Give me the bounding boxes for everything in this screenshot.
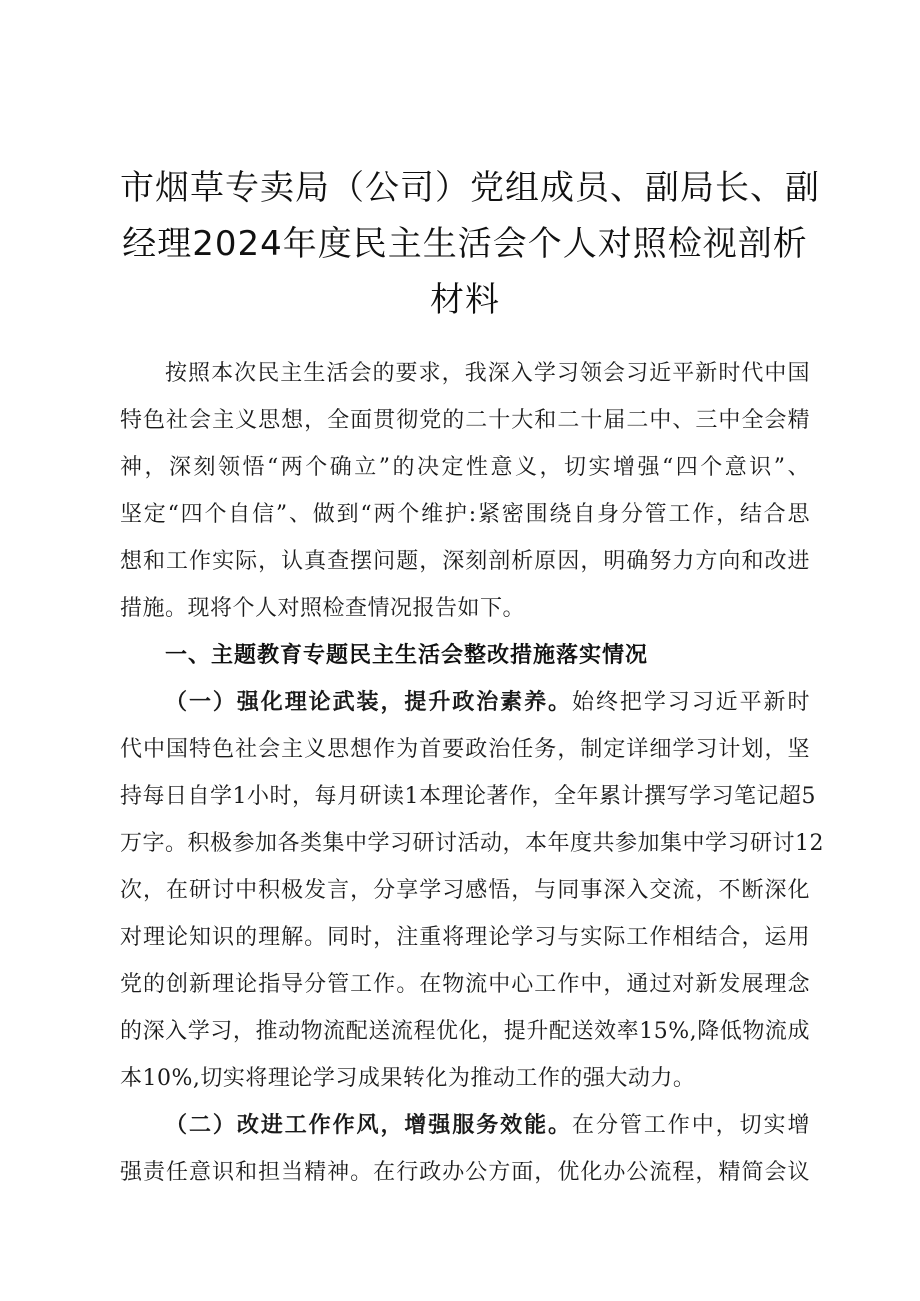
item-1-line-8: 的深入学习，推动物流配送流程优化，提升配送效率15%,降低物流成 [120, 1019, 810, 1044]
item-1-line-5: 次，在研讨中积极发言，分享学习感悟，与同事深入交流，不断深化 [120, 878, 810, 903]
item-2-line-1 [120, 1102, 810, 1149]
item-2-paragraph [120, 1102, 810, 1196]
title-line-2: 经理2024年度民主生活会个人对照检视剖析 [122, 224, 808, 264]
item-1-paragraph [120, 679, 824, 1102]
document-body [120, 350, 824, 1196]
item-1-line-7: 党的创新理论指导分管工作。在物流中心工作中，通过对新发展理念 [120, 972, 810, 997]
intro-line-4: 坚定“四个自信”、做到“两个维护:紧密围绕自身分管工作，结合思 [120, 502, 810, 527]
intro-line-1: 按照本次民主生活会的要求，我深入学习领会习近平新时代中国 [165, 361, 810, 386]
title-line-1: 市烟草专卖局（公司）党组成员、副局长、副 [120, 168, 820, 208]
document-title [120, 160, 820, 328]
intro-line-3: 神，深刻领悟“两个确立”的决定性意义，切实增强“四个意识”、 [120, 455, 810, 480]
item-2-line-2: 强责任意识和担当精神。在行政办公方面，优化办公流程，精简会议 [120, 1160, 810, 1185]
intro-line-6: 措施。现将个人对照检查情况报告如下。 [120, 596, 526, 621]
intro-paragraph [120, 350, 810, 632]
item-1-lead: （一）强化理论武装，提升政治素养。 [165, 689, 572, 715]
section-1-heading: 一、主题教育专题民主生活会整改措施落实情况 [165, 643, 649, 668]
item-2-lead: （二）改进工作作风，增强服务效能。 [165, 1112, 572, 1138]
item-1-line-4: 万字。积极参加各类集中学习研讨活动，本年度共参加集中学习研讨12 [120, 831, 824, 856]
intro-line-5: 想和工作实际，认真查摆问题，深刻剖析原因，明确努力方向和改进 [120, 549, 810, 574]
item-1-first-rest: 始终把学习习近平新时 [572, 690, 810, 715]
item-1-line-2: 代中国特色社会主义思想作为首要政治任务，制定详细学习计划，坚 [120, 737, 810, 762]
item-2-first-rest: 在分管工作中，切实增 [572, 1113, 810, 1138]
title-line-3: 材料 [430, 280, 500, 320]
item-1-line-1 [120, 679, 810, 726]
intro-line-2: 特色社会主义思想，全面贯彻党的二十大和二十届二中、三中全会精 [120, 408, 810, 433]
item-1-line-6: 对理论知识的理解。同时，注重将理论学习与实际工作相结合，运用 [120, 925, 810, 950]
item-1-line-9: 本10%,切实将理论学习成果转化为推动工作的强大动力。 [120, 1066, 696, 1091]
item-1-line-3: 持每日自学1小时，每月研读1本理论著作，全年累计撰写学习笔记超5 [120, 784, 816, 809]
